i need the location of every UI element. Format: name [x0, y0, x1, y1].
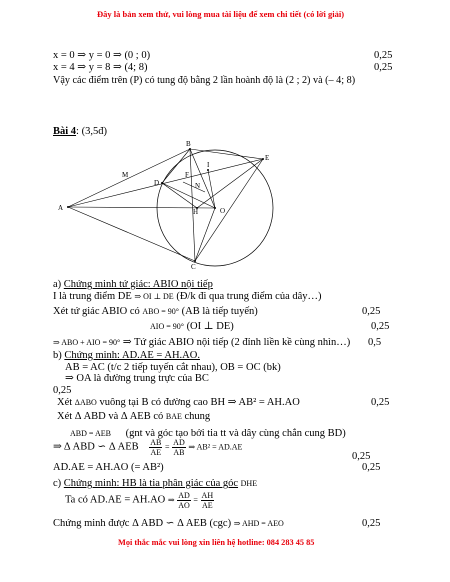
b2-score: 0,25	[53, 385, 72, 396]
c1-fraction-1: $\frac{AD}{AO}$	[178, 491, 190, 510]
b3-pre: Xét	[57, 397, 73, 408]
b3-score: 0,25	[371, 397, 390, 408]
line-conclusion: Vậy các điểm trên (P) có tung độ bằng 2 lần hoành độ là (2 ; 2) và (– 4; 8)	[53, 75, 356, 86]
b3-triangle: ΔABO	[74, 398, 97, 407]
a-line-4	[53, 337, 350, 349]
b-line-2: ⇒ OA là đường trung trực của BC	[65, 373, 209, 384]
a2-text: Xét tứ giác ABIO có	[53, 306, 140, 317]
label-m: M	[122, 171, 129, 179]
part-c-prefix: c)	[53, 478, 64, 489]
b6-fraction-1: $\frac{AB}{AE}$	[150, 438, 162, 457]
b3-text: vuông tại B có đường cao BH ⇒ AB² = AH.AO	[99, 397, 300, 408]
label-f: F	[185, 171, 189, 179]
b4-end: chung	[184, 411, 211, 422]
b-line-6: ⇒ Δ ABD ∽ Δ AEB $\frac{AB}{AE}$ = $\frac{AD}{AB}$ ⇒ AB² = AD.AE	[53, 438, 243, 457]
label-b: B	[186, 140, 191, 148]
line-x4: x = 4 ⇒ y = 8 ⇒ (4; 8)	[53, 62, 148, 73]
a2-math: ABO = 90°	[142, 307, 179, 316]
a4-text: ⇒ Tứ giác ABIO nội tiếp (2 đỉnh liền kề cùng nhìn…)	[122, 337, 351, 348]
b-line-4	[57, 411, 210, 423]
c1-fraction-2: $\frac{AH}{AE}$	[201, 491, 214, 510]
b4-angle: BAE	[165, 412, 182, 421]
part-c-heading: Chứng minh: HB là tia phân giác của góc	[63, 478, 239, 489]
score-x0: 0,25	[374, 50, 393, 61]
b6-pre: ⇒ Δ ABD ∽ Δ AEB	[53, 441, 139, 453]
a3-score: 0,25	[371, 321, 390, 332]
label-d: D	[154, 179, 160, 187]
part-b-title	[53, 350, 200, 362]
label-o: O	[220, 207, 226, 215]
a3-math: AIO = 90°	[150, 322, 184, 331]
c-line-2	[53, 518, 284, 530]
b6-score: 0,25	[352, 451, 371, 462]
c-angle: DHE	[240, 479, 258, 488]
part-a-title	[53, 279, 213, 291]
footer-banner: Mọi thắc mắc vui lòng xin liên hệ hotline: 084 283 45 85	[118, 538, 315, 547]
a-line-1	[53, 291, 322, 303]
c2-score: 0,25	[362, 518, 381, 529]
b5-math: ABD = AEB	[70, 429, 111, 438]
b6-fraction-2: $\frac{AD}{AB}$	[173, 438, 185, 457]
part-a-prefix: a)	[53, 279, 64, 290]
a1-text: I là trung điểm DE	[53, 291, 132, 302]
score-x4: 0,25	[374, 62, 393, 73]
label-h: H	[193, 208, 199, 216]
figure-lines	[68, 149, 263, 261]
c-line-1: Ta có AD.AE = AH.AO ⇒ $\frac{AD}{AO}$ = $\frac{AH}{AE}$	[65, 491, 214, 510]
part-b-prefix: b)	[53, 350, 65, 361]
header-banner: Đây là bản xem thử, vui lòng mua tài liệu để xem chi tiết (có lời giải)	[97, 9, 345, 19]
b5-text: (gnt và góc tạo bởi tia tt và dây cùng chắn cung BD)	[125, 428, 346, 439]
b-line-7: AD.AE = AH.AO (= AB²)	[53, 462, 164, 473]
a1-note: (Đ/k đi qua trung điểm của dây…)	[176, 291, 322, 302]
b-line-1: AB = AC (t/c 2 tiếp tuyến cắt nhau), OB = OC (bk)	[65, 362, 281, 373]
part-a-heading: Chứng minh tứ giác: ABIO nội tiếp	[63, 279, 213, 290]
b4-pre: Xét	[57, 411, 73, 422]
part-b-heading: Chứng minh: AD.AE = AH.AO.	[64, 350, 200, 361]
b-line-3	[57, 397, 300, 409]
a4-score: 0,5	[368, 337, 382, 348]
c2-text: Δ ABD ∽ Δ AEB (cgc)	[132, 518, 232, 529]
label-a: A	[58, 204, 64, 212]
a2-score: 0,25	[362, 306, 381, 317]
label-i: I	[207, 161, 210, 169]
b7-score: 0,25	[362, 462, 381, 473]
a-line-3	[150, 321, 234, 333]
bai4-points: : (3,5đ)	[76, 126, 107, 137]
part-c-title	[53, 478, 257, 490]
a1-symbol: ⇒ OI ⊥ DE	[134, 292, 174, 301]
c2-math: ⇒ AHD = AEO	[233, 519, 284, 528]
c2-pre: Chứng minh được	[53, 518, 130, 529]
b4-text: Δ ABD và Δ AEB có	[74, 411, 164, 422]
line-x0: x = 0 ⇒ y = 0 ⇒ (0 ; 0)	[53, 50, 151, 61]
a3-note: (OI ⊥ DE)	[186, 321, 234, 332]
b6-tail: ⇒ AB² = AD.AE	[188, 442, 243, 452]
label-c: C	[191, 263, 196, 271]
label-e: E	[265, 154, 270, 162]
c1-text: Ta có AD.AE = AH.AO	[65, 494, 166, 506]
label-n: N	[195, 182, 201, 190]
a2-note: (AB là tiếp tuyến)	[181, 306, 258, 317]
bai4-label: Bài 4	[53, 126, 77, 137]
a4-math: ⇒ ABO + AIO = 90°	[53, 338, 121, 347]
a-line-2	[53, 306, 258, 318]
